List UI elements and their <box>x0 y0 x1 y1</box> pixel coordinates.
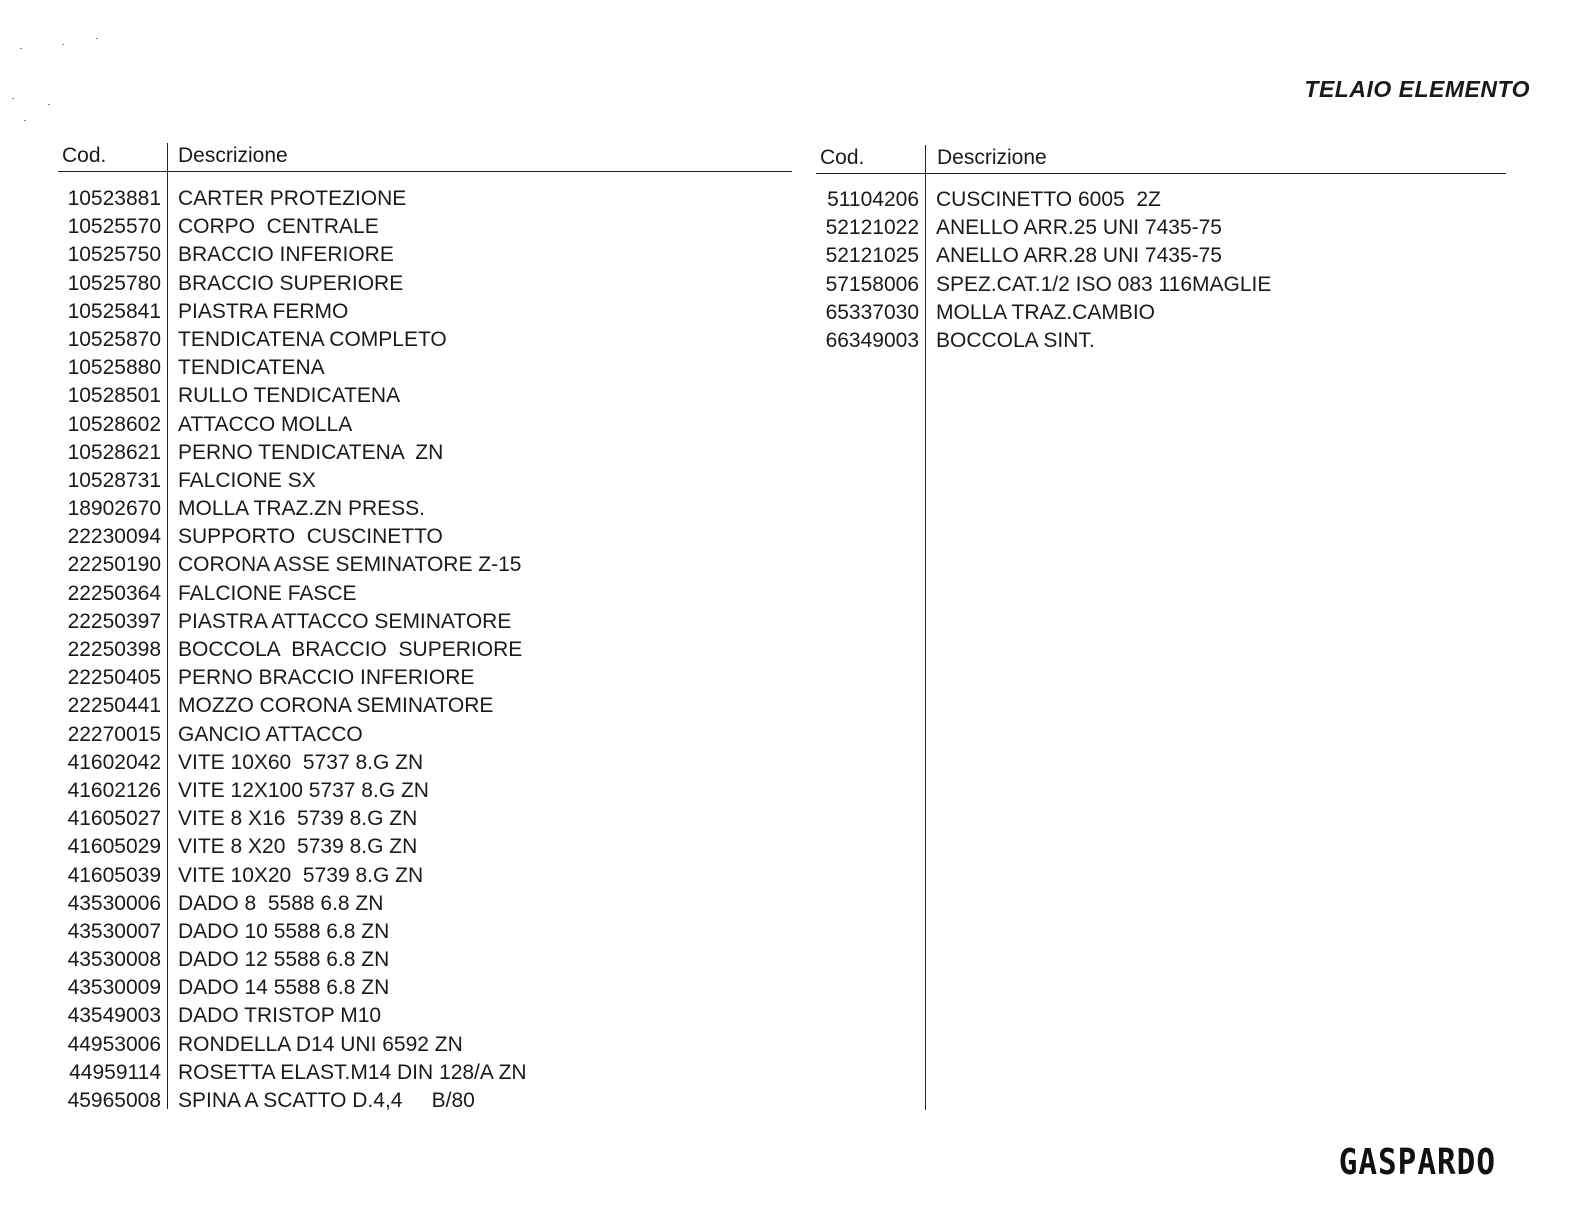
list-item <box>0 551 800 579</box>
part-code: 45965008 <box>67 1089 161 1112</box>
list-item <box>0 664 800 692</box>
part-code: 22250190 <box>67 553 161 577</box>
part-description: BRACCIO SUPERIORE <box>178 271 404 295</box>
part-description: VITE 10X60 5737 8.G ZN <box>178 750 424 774</box>
list-item <box>0 1002 800 1030</box>
part-code: 22250405 <box>67 666 161 690</box>
list-item <box>0 777 800 805</box>
part-code: 41605027 <box>67 807 161 831</box>
part-description: DADO 8 5588 6.8 ZN <box>178 891 384 915</box>
part-code: 43530007 <box>67 919 161 943</box>
part-description: TENDICATENA COMPLETO <box>178 327 447 351</box>
list-item <box>0 186 1560 214</box>
part-description: PIASTRA FERMO <box>178 299 349 323</box>
part-code: 65337030 <box>825 300 919 324</box>
list-item <box>0 327 1560 355</box>
part-code: 10525570 <box>67 215 161 239</box>
part-description: ATTACCO MOLLA <box>178 412 353 436</box>
list-item <box>0 411 800 439</box>
scan-speck <box>24 120 26 121</box>
part-code: 41605039 <box>67 863 161 887</box>
part-code: 43530006 <box>67 891 161 915</box>
list-item <box>0 890 800 918</box>
list-item <box>0 467 800 495</box>
part-code: 43549003 <box>67 1004 161 1028</box>
part-code: 22250398 <box>67 638 161 661</box>
right-code-header: Cod. <box>820 146 865 169</box>
list-item <box>0 354 800 382</box>
part-description: CARTER PROTEZIONE <box>178 187 407 210</box>
part-description: PERNO BRACCIO INFERIORE <box>178 666 475 690</box>
part-code: 18902670 <box>67 497 161 521</box>
part-code: 57158006 <box>825 272 919 296</box>
part-description: PERNO TENDICATENA ZN <box>178 440 444 464</box>
list-item <box>0 382 800 410</box>
left-header-rule <box>58 171 792 172</box>
part-code: 22270015 <box>67 722 161 746</box>
gaspardo-logo: GASPARDO <box>1338 1142 1496 1184</box>
list-item <box>0 299 1560 327</box>
part-code: 10525870 <box>67 327 161 351</box>
list-item <box>0 608 800 636</box>
part-description: MOLLA TRAZ.CAMBIO <box>936 300 1155 324</box>
part-code: 10525841 <box>67 299 161 323</box>
part-description: MOZZO CORONA SEMINATORE <box>178 694 494 718</box>
part-description: CORPO CENTRALE <box>178 215 379 239</box>
part-code: 44953006 <box>67 1032 161 1056</box>
part-code: 22250441 <box>67 694 161 718</box>
scan-speck <box>96 38 98 39</box>
left-code-header: Cod. <box>62 144 107 167</box>
part-description: ANELLO ARR.25 UNI 7435-75 <box>936 216 1222 240</box>
list-item <box>0 495 800 523</box>
part-description: DADO TRISTOP M10 <box>178 1004 382 1028</box>
list-item <box>0 1059 800 1087</box>
list-item <box>0 636 800 664</box>
part-description: TENDICATENA <box>178 356 325 380</box>
part-description: VITE 12X100 5737 8.G ZN <box>178 778 429 802</box>
part-code: 10528731 <box>67 468 161 492</box>
part-code: 43530009 <box>67 976 161 1000</box>
part-code: 52121025 <box>825 244 919 268</box>
part-code: 10528621 <box>67 440 161 464</box>
part-description: MOLLA TRAZ.ZN PRESS. <box>178 497 426 521</box>
list-item <box>0 1087 800 1115</box>
part-code: 41602126 <box>67 778 161 802</box>
part-description: BOCCOLA SINT. <box>936 328 1095 352</box>
part-code: 66349003 <box>825 328 919 352</box>
part-description: PIASTRA ATTACCO SEMINATORE <box>178 609 512 633</box>
list-item <box>0 271 1560 299</box>
part-description: SPINA A SCATTO D.4,4 B/80 <box>178 1089 475 1112</box>
part-description: SUPPORTO CUSCINETTO <box>178 525 443 549</box>
part-code: 44959114 <box>69 1060 161 1084</box>
list-item <box>0 242 1560 270</box>
part-description: VITE 8 X20 5739 8.G ZN <box>178 835 418 859</box>
part-code: 10525880 <box>67 356 161 380</box>
list-item <box>0 974 800 1002</box>
part-code: 10525780 <box>67 271 161 295</box>
part-description: DADO 12 5588 6.8 ZN <box>178 948 390 972</box>
right-header-rule <box>816 173 1506 174</box>
list-item <box>0 833 800 861</box>
right-parts-list <box>0 186 1560 355</box>
part-description: CORONA ASSE SEMINATORE Z-15 <box>178 553 522 577</box>
part-code: 43530008 <box>67 948 161 972</box>
list-item <box>0 946 800 974</box>
part-description: BOCCOLA BRACCIO SUPERIORE <box>178 638 523 661</box>
list-item <box>0 439 800 467</box>
list-item <box>0 805 800 833</box>
scan-speck <box>20 48 22 49</box>
part-code: 10528602 <box>67 412 161 436</box>
part-code: 41602042 <box>67 750 161 774</box>
list-item <box>0 918 800 946</box>
list-item <box>0 214 1560 242</box>
part-description: DADO 10 5588 6.8 ZN <box>178 919 390 943</box>
part-description: GANCIO ATTACCO <box>178 722 363 746</box>
part-description: RULLO TENDICATENA <box>178 384 401 408</box>
part-description: CUSCINETTO 6005 2Z <box>936 188 1161 211</box>
scan-speck <box>48 104 50 105</box>
list-item <box>0 580 800 608</box>
part-description: ROSETTA ELAST.M14 DIN 128/A ZN <box>178 1060 527 1084</box>
scan-speck <box>62 44 64 45</box>
list-item <box>0 749 800 777</box>
part-code: 22250364 <box>67 581 161 605</box>
part-code: 51104206 <box>827 188 919 211</box>
list-item <box>0 862 800 890</box>
list-item <box>0 1031 800 1059</box>
part-description: FALCIONE SX <box>178 468 316 492</box>
part-code: 22250397 <box>67 609 161 633</box>
scan-speck <box>12 98 14 99</box>
right-description-header: Descrizione <box>937 146 1047 169</box>
list-item <box>0 692 800 720</box>
part-description: BRACCIO INFERIORE <box>178 243 394 267</box>
part-description: FALCIONE FASCE <box>178 581 357 605</box>
part-description: SPEZ.CAT.1/2 ISO 083 116MAGLIE <box>936 272 1272 296</box>
part-description: RONDELLA D14 UNI 6592 ZN <box>178 1032 463 1056</box>
part-code: 52121022 <box>825 216 919 240</box>
list-item <box>0 523 800 551</box>
part-code: 10528501 <box>67 384 161 408</box>
part-code: 41605029 <box>67 835 161 859</box>
part-description: VITE 10X20 5739 8.G ZN <box>178 863 424 887</box>
page-title: TELAIO ELEMENTO <box>1304 76 1530 102</box>
list-item <box>0 721 800 749</box>
part-description: DADO 14 5588 6.8 ZN <box>178 976 390 1000</box>
part-description: VITE 8 X16 5739 8.G ZN <box>178 807 418 831</box>
part-code: 10523881 <box>67 187 161 210</box>
part-code: 10525750 <box>67 243 161 267</box>
part-code: 22230094 <box>67 525 161 549</box>
part-description: ANELLO ARR.28 UNI 7435-75 <box>936 244 1222 268</box>
left-description-header: Descrizione <box>178 144 288 167</box>
